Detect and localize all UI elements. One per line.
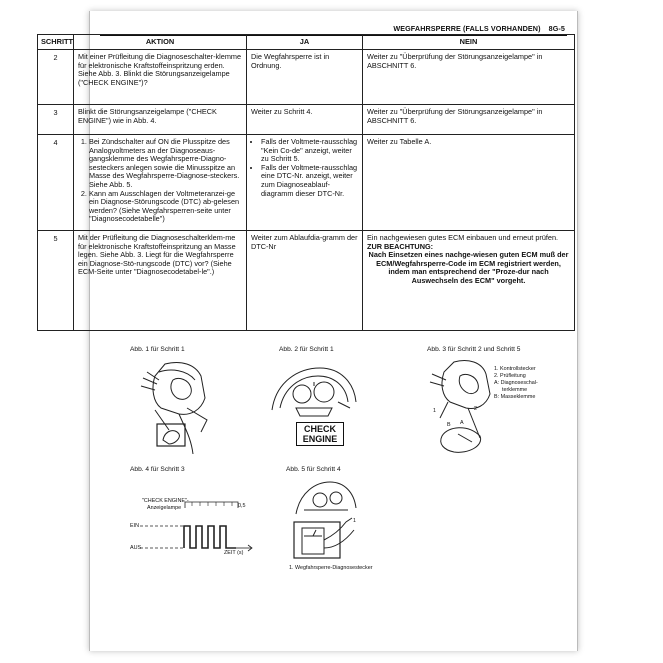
fig4-blink-signal-diagram — [140, 496, 252, 556]
fig3-legend-5: B: Masseklemme — [494, 394, 536, 400]
nein-cell — [363, 231, 575, 331]
nein-cell: Weiter zu "Überprüfung der Störungsanzeigelampe" in ABSCHNITT 6. — [363, 105, 575, 135]
column-header: NEIN — [363, 35, 575, 50]
table-header-row — [38, 35, 575, 50]
fig5-legend: 1. Wegfahrsperre-Diagnosestecker — [289, 565, 373, 571]
interval-label: 0,5 — [238, 503, 246, 509]
aktion-cell: Mit einer Prüfleitung die Diagnoseschalter-klemme für elektronische Kraftstoffeinspritzung erden. Siehe Abb. 3. Blinkt die Störungsanzeigelampe ("CHECK ENGINE")? — [74, 50, 247, 105]
fig1-caption: Abb. 1 für Schritt 1 — [130, 346, 185, 353]
fig5-voltmeter-illustration — [290, 478, 360, 560]
list-item: 2. Kann am Ausschlagen der Voltmeteranzei-ge ein Diagnose-Störungscode (DTC) ab-gelesen werden? (Siehe Wegfahrsperren-seite unter "Diagnosecodetabelle") — [89, 190, 242, 224]
fig3-legend-1: 1. Kontrollstecker — [494, 366, 536, 372]
signal-label-line1: "CHECK ENGINE"- — [142, 498, 189, 504]
fig3-legend-4: terklemme — [502, 387, 528, 393]
aktion-cell: Blinkt die Störungsanzeigelampe ("CHECK ENGINE") wie in Abb. 4. — [74, 105, 247, 135]
note-text: Nach Einsetzen eines nachge-wiesen guten ECM muß der ECM/Wegfahrsperre-Code im ECM registriert werden, indem man entsprechend der "Proze-dur nach Auswechseln des ECM" vorgeht. — [368, 250, 569, 285]
nein-cell: Weiter zu Tabelle A. — [363, 135, 575, 231]
fig3-callout-1: 1 — [433, 408, 436, 414]
aktion-cell: Mit der Prüfleitung die Diagnoseschalterklem-me für elektronische Kraftstoffeinspritzung an Masse legen. Siehe Abb. 3. Liegt für die Wegfahrsperre ein Diagnose-Stö-rungscode (DTC) vor? (Siehe ECM-Seite unter "Diagnosecodetabel-le".) — [74, 231, 247, 331]
table-row — [38, 231, 575, 331]
fig4-caption: Abb. 4 für Schritt 3 — [130, 466, 185, 473]
signal-label-line2: Anzeigelampe — [147, 505, 182, 511]
fig2-caption: Abb. 2 für Schritt 1 — [279, 346, 334, 353]
fig3-callout-2: 2 — [474, 406, 477, 412]
aus-label: AUS — [130, 545, 142, 551]
ja-cell: Die Wegfahrsperre ist in Ordnung. — [247, 50, 363, 105]
diagnosis-table — [37, 34, 575, 331]
fig2-dashboard-illustration — [268, 362, 358, 418]
fig5-caption: Abb. 5 für Schritt 4 — [286, 466, 341, 473]
fig3-legend-3: A: Diagnoseschal- — [494, 380, 538, 386]
ja-cell: Weiter zum Ablaufdia-gramm der DTC-Nr — [247, 231, 363, 331]
section-title: WEGFAHRSPERRE (FALLS VORHANDEN) — [393, 24, 541, 33]
step-number: 5 — [38, 231, 74, 331]
ja-cell: Weiter zu Schritt 4. — [247, 105, 363, 135]
step-number: 2 — [38, 50, 74, 105]
table-row — [38, 50, 575, 105]
lamp-text-line1: CHECK — [303, 424, 336, 434]
table-row — [38, 135, 575, 231]
list-item: 1. Bei Zündschalter auf ON die Plusspitze des Analogvoltmeters an der Diagnoseaus-gangsklemme des Wegfahrsperre-Diagno-sesteckers anlegen sowie die Minusspitze an Masse des Wegfahrsperre-Diagnose-steckers. Siehe Abb. 5. — [89, 138, 242, 190]
list-item: • Falls der Voltmete-rausschlag "Kein Co-de" anzeigt, weiter zu Schritt 5. — [261, 138, 358, 164]
fig3-callout-b: B — [447, 422, 451, 428]
check-engine-lamp — [296, 422, 344, 446]
step-number: 3 — [38, 105, 74, 135]
fig5-callout-1: 1 — [353, 518, 356, 524]
column-header: JA — [247, 35, 363, 50]
table-row — [38, 105, 575, 135]
column-header: SCHRITT — [38, 35, 74, 50]
nein-text: Ein nachgewiesen gutes ECM einbauen und erneut prüfen. — [367, 233, 559, 242]
ein-label: EIN — [130, 523, 139, 529]
note-heading: ZUR BEACHTUNG: — [367, 241, 434, 251]
nein-cell: Weiter zu "Überprüfung der Störungsanzeigelampe" in ABSCHNITT 6. — [363, 50, 575, 105]
fig3-caption: Abb. 3 für Schritt 2 und Schritt 5 — [427, 346, 521, 353]
fig1-ignition-illustration — [135, 358, 215, 458]
ja-list — [251, 138, 358, 198]
ja-cell — [247, 135, 363, 231]
fig3-callout-a: A — [460, 420, 464, 426]
fig3-diagnosis-connector-illustration — [428, 356, 498, 456]
lamp-text-line2: ENGINE — [302, 434, 338, 444]
aktion-cell — [74, 135, 247, 231]
step-number: 4 — [38, 135, 74, 231]
list-item: • Falls der Voltmete-rausschlag eine DTC-Nr. anzeigt, weiter zum Diagnoseablauf-diagramm dieser DTC-Nr. — [261, 164, 358, 198]
time-axis-label: ZEIT (s) — [224, 550, 244, 556]
aktion-list — [78, 138, 242, 224]
fig3-legend-2: 2. Prüfleitung — [494, 373, 526, 379]
page-number: 8G-5 — [548, 24, 565, 33]
column-header: AKTION — [74, 35, 247, 50]
